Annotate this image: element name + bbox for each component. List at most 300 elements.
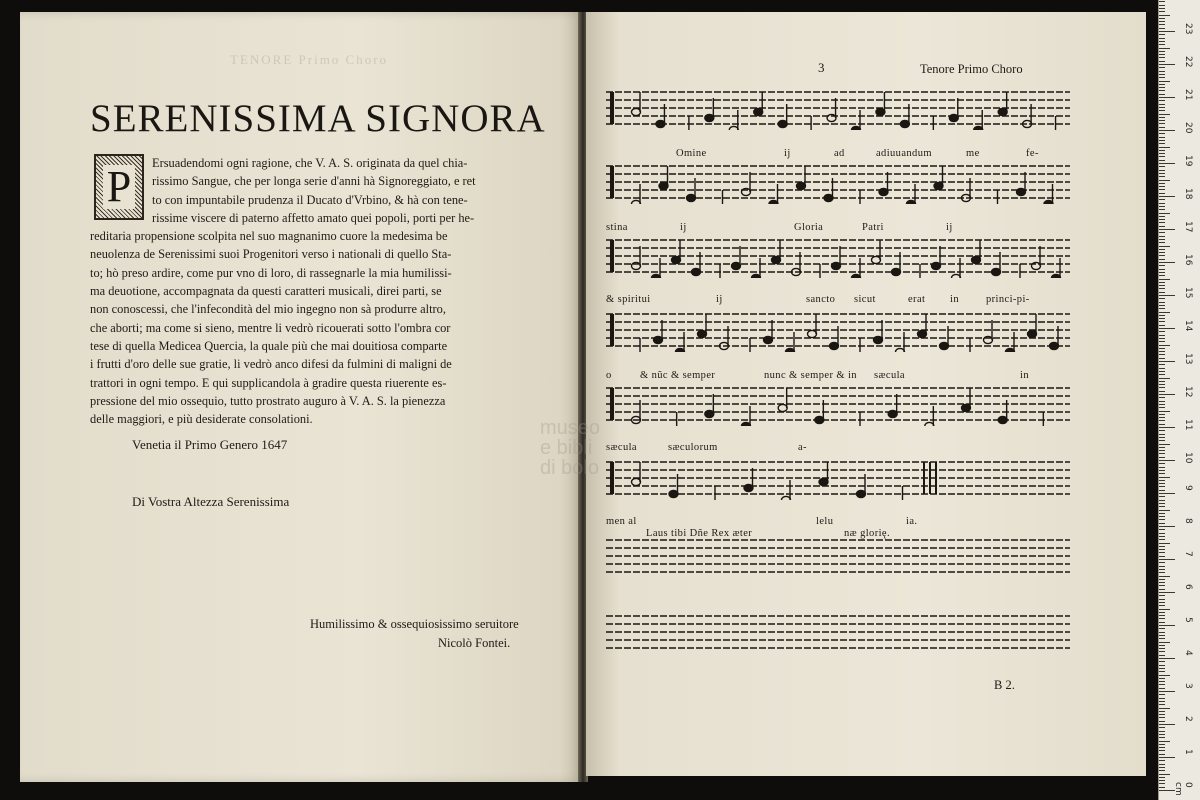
body-line: pressione del mio ossequio, tutto prostrato auguro à V. A. S. la pienezza [90, 393, 446, 408]
ruler-tick [1159, 460, 1175, 461]
note-head [659, 182, 668, 189]
ruler-label: 6 [1183, 584, 1193, 590]
note-head [669, 490, 678, 497]
music-staves [606, 86, 1086, 686]
note-head [698, 330, 707, 337]
ruler-tick [1159, 628, 1165, 629]
ruler-tick [1159, 510, 1170, 511]
watermark-line: e bibli [540, 437, 593, 459]
lyric-syllable: ij [784, 148, 791, 159]
ruler-tick [1159, 285, 1165, 286]
note-head [974, 126, 983, 130]
body-line: to; hò preso ardire, come pur vno di loro, di rassegnarle la mia humilissi- [90, 265, 452, 280]
ruler-tick [1159, 394, 1175, 395]
music-staff [606, 160, 1078, 204]
note-head [1050, 342, 1059, 349]
ruler-tick [1159, 579, 1165, 580]
ruler-tick [1159, 457, 1165, 458]
ruler-tick [1159, 582, 1165, 583]
ruler-tick [1159, 516, 1165, 517]
ruler-tick [1159, 411, 1170, 412]
note-head [857, 490, 866, 497]
ruler-tick [1159, 249, 1165, 250]
music-staff [606, 382, 1078, 426]
ruler-tick [1159, 206, 1165, 207]
ruler-tick [1159, 54, 1165, 55]
ruler-tick [1159, 156, 1165, 157]
ruler-tick [1159, 635, 1165, 636]
note-head [1028, 330, 1037, 337]
ruler-tick [1159, 486, 1165, 487]
lyric-syllable: o [606, 370, 612, 381]
ruler-tick [1159, 110, 1165, 111]
note-head [769, 200, 778, 204]
music-staff [606, 456, 1078, 500]
ruler-tick [1159, 727, 1165, 728]
ruler-tick [1159, 265, 1165, 266]
ruler-tick [1159, 523, 1165, 524]
ruler-tick [1159, 774, 1170, 775]
lyric-syllable: stina [606, 222, 628, 233]
ruler-tick [1159, 252, 1165, 253]
body-line: i frutti d'oro delle sue gratie, li vedrò anco difesi da fulmini di maligni de [90, 357, 452, 372]
ruler-label: 5 [1183, 617, 1193, 623]
ruler-tick [1159, 384, 1165, 385]
ruler-tick [1159, 493, 1175, 494]
ruler-tick [1159, 199, 1165, 200]
ruler-tick [1159, 308, 1165, 309]
ruler-tick [1159, 282, 1165, 283]
body-line: to con impuntabile prudenza il Ducato d'Vrbino, & hà con tene- [152, 192, 468, 207]
ruler-tick [1159, 189, 1165, 190]
ruler-tick [1159, 424, 1165, 425]
ruler-tick [1159, 605, 1165, 606]
ruler-tick [1159, 592, 1175, 593]
note-head [949, 114, 958, 121]
ruler-tick [1159, 533, 1165, 534]
ruler-tick [1159, 750, 1165, 751]
note-head [934, 182, 943, 189]
ruler-tick [1159, 658, 1175, 659]
note-head [962, 404, 971, 411]
ruler-tick [1159, 38, 1165, 39]
right-page [586, 12, 1146, 776]
note-head [872, 256, 881, 263]
ruler-tick [1159, 71, 1165, 72]
body-line: non conoscessi, che l'infecondità del mio ingegno non sà produrre altro, [90, 302, 446, 317]
ruler-tick [1159, 107, 1165, 108]
ruler-tick [1159, 625, 1175, 626]
ruler-tick [1159, 609, 1170, 610]
ruler-tick [1159, 48, 1170, 49]
note-head [676, 348, 685, 352]
lyric-syllable: lelu [816, 516, 834, 527]
note-head [876, 108, 885, 115]
signer-name: Nicolò Fontei. [438, 636, 511, 650]
ruler-label: 8 [1183, 518, 1193, 524]
ruler-tick [1159, 255, 1165, 256]
note-head [998, 416, 1007, 423]
ruler-tick [1159, 704, 1165, 705]
clef-mark [610, 240, 614, 272]
body-line: trattori in ogni tempo. E qui supplicandola à gradire questa riuerente es- [90, 375, 447, 390]
ruler-tick [1159, 325, 1165, 326]
note-head [764, 336, 773, 343]
ruler-tick [1159, 668, 1165, 669]
music-staff [606, 610, 1078, 654]
lyric-syllable: a- [798, 442, 807, 453]
ruler-tick [1159, 57, 1165, 58]
ruler-tick [1159, 295, 1175, 296]
ruler-tick [1159, 490, 1165, 491]
note-head [786, 348, 795, 352]
ruler-tick [1159, 1, 1165, 2]
ruler-tick [1159, 150, 1165, 151]
note-head [782, 496, 791, 500]
ruler-tick [1159, 549, 1165, 550]
note-head [925, 422, 934, 426]
note-head [998, 108, 1007, 115]
ruler-tick [1159, 298, 1165, 299]
ruler-tick [1159, 90, 1165, 91]
ruler-label: 17 [1183, 221, 1193, 233]
ruler-tick [1159, 193, 1165, 194]
ruler-label: 0 cm [1173, 782, 1193, 796]
ruler-tick [1159, 420, 1165, 421]
ruler-tick [1159, 480, 1165, 481]
ruler-tick [1159, 529, 1165, 530]
ruler-tick [1159, 246, 1170, 247]
lyric-syllable: sicut [854, 294, 876, 305]
ruler-tick [1159, 552, 1165, 553]
ruler-label: 14 [1183, 320, 1193, 332]
lyric-syllable: in [950, 294, 959, 305]
ruler-tick [1159, 447, 1165, 448]
ruler-tick [1159, 196, 1175, 197]
body-line: neuolenza de Serenissimi suoi Progenitori verso i nationali di quello Sta- [90, 247, 452, 262]
ruler-tick [1159, 546, 1165, 547]
ruler-tick [1159, 288, 1165, 289]
ruler-tick [1159, 473, 1165, 474]
ruler-tick [1159, 638, 1165, 639]
ruler-tick [1159, 536, 1165, 537]
ruler-tick [1159, 222, 1165, 223]
ruler-tick [1159, 345, 1170, 346]
ruler-tick [1159, 632, 1165, 633]
note-head [632, 200, 641, 204]
ruler-tick [1159, 348, 1165, 349]
ruler-tick [1159, 236, 1165, 237]
lyric-syllable: Laus tibi Dñe Rex æter [646, 528, 753, 539]
ruler-tick [1159, 51, 1165, 52]
note-head [892, 268, 901, 275]
ruler-tick [1159, 477, 1170, 478]
ruler-tick [1159, 665, 1165, 666]
ruler-tick [1159, 259, 1165, 260]
ruler-tick [1159, 239, 1165, 240]
ruler-tick [1159, 41, 1165, 42]
ruler-tick [1159, 543, 1170, 544]
note-head [1006, 348, 1015, 352]
note-head [729, 126, 738, 130]
dedication-body [90, 154, 564, 428]
ruler-tick [1159, 133, 1165, 134]
lyric-syllable: fe- [1026, 148, 1039, 159]
ruler-tick [1159, 387, 1165, 388]
ruler-tick [1159, 183, 1165, 184]
note-head [830, 342, 839, 349]
ruler-tick [1159, 414, 1165, 415]
ruler-tick [1159, 123, 1165, 124]
note-head [874, 336, 883, 343]
ruler-tick [1159, 229, 1175, 230]
lyric-syllable: næ glorię. [844, 528, 890, 539]
ruler-tick [1159, 737, 1165, 738]
page-number: 3 [818, 60, 825, 75]
note-head [1017, 188, 1026, 195]
ruler-tick [1159, 572, 1165, 573]
ruler-tick [1159, 503, 1165, 504]
ruler-tick [1159, 305, 1165, 306]
ruler-tick [1159, 562, 1165, 563]
ruler-tick [1159, 81, 1170, 82]
ruler-tick [1159, 539, 1165, 540]
ruler-label: 3 [1183, 683, 1193, 689]
ruler-tick [1159, 513, 1165, 514]
ruler-tick [1159, 318, 1165, 319]
ruler-tick [1159, 147, 1170, 148]
ruler-tick [1159, 64, 1175, 65]
ruler-tick [1159, 15, 1170, 16]
ruler-tick [1159, 688, 1165, 689]
note-head [1044, 200, 1053, 204]
ruler-tick [1159, 724, 1175, 725]
ruler-tick [1159, 203, 1165, 204]
ruler-tick [1159, 31, 1175, 32]
body-line: rissime viscere di paterno affetto amato quei popoli, porti per he- [152, 210, 475, 225]
ruler-tick [1159, 767, 1165, 768]
ruler-tick [1159, 21, 1165, 22]
ruler-tick [1159, 219, 1165, 220]
ruler-tick [1159, 77, 1165, 78]
ruler-tick [1159, 444, 1170, 445]
measurement-ruler [1158, 0, 1200, 800]
note-head [656, 120, 665, 127]
ruler-tick [1159, 437, 1165, 438]
ruler-tick [1159, 787, 1165, 788]
ruler-tick [1159, 338, 1165, 339]
ruler-tick [1159, 589, 1165, 590]
ruler-tick [1159, 566, 1165, 567]
ruler-tick [1159, 569, 1165, 570]
ruler-tick [1159, 358, 1165, 359]
ruler-label: 11 [1183, 419, 1193, 431]
lyric-syllable: sancto [806, 294, 836, 305]
ruler-tick [1159, 744, 1165, 745]
note-head [672, 256, 681, 263]
watermark-line: di bolo [540, 457, 599, 479]
body-line: delle maggiori, e più desiderate consolationi. [90, 412, 313, 427]
note-head [918, 330, 927, 337]
lyric-syllable: sæcula [606, 442, 637, 453]
ruler-tick [1159, 741, 1170, 742]
ruler-tick [1159, 279, 1170, 280]
lyric-syllable: ij [680, 222, 687, 233]
left-page [20, 12, 582, 782]
ruler-tick [1159, 711, 1165, 712]
note-head [687, 194, 696, 201]
ruler-tick [1159, 232, 1165, 233]
ruler-tick [1159, 216, 1165, 217]
ruler-tick [1159, 94, 1165, 95]
note-head [824, 194, 833, 201]
ruler-tick [1159, 453, 1165, 454]
ruler-tick [1159, 661, 1165, 662]
ruler-label: 7 [1183, 551, 1193, 557]
lyric-syllable: erat [908, 294, 926, 305]
ruler-tick [1159, 645, 1165, 646]
lyric-syllable: Patri [862, 222, 884, 233]
ruler-tick [1159, 708, 1170, 709]
ruler-tick [1159, 506, 1165, 507]
ruler-label: 21 [1183, 89, 1193, 101]
running-head: Tenore Primo Choro [920, 62, 1023, 76]
ruler-tick [1159, 163, 1175, 164]
ruler-tick [1159, 698, 1165, 699]
ruler-label: 4 [1183, 650, 1193, 656]
ruler-tick [1159, 160, 1165, 161]
ruler-tick [1159, 269, 1165, 270]
ruler-tick [1159, 351, 1165, 352]
clef-mark [610, 388, 614, 420]
ruler-tick [1159, 137, 1165, 138]
ruler-tick [1159, 354, 1165, 355]
body-line: che aborti; ma come si sieno, mentre li vedrò ricouerati sotto l'ombra cor [90, 320, 451, 335]
note-head [772, 256, 781, 263]
ruler-tick [1159, 272, 1165, 273]
ruler-tick [1159, 401, 1165, 402]
ruler-tick [1159, 470, 1165, 471]
ruler-tick [1159, 374, 1165, 375]
ruler-label: 18 [1183, 188, 1193, 200]
ruler-tick [1159, 500, 1165, 501]
note-head [972, 256, 981, 263]
ruler-tick [1159, 180, 1170, 181]
ruler-tick [1159, 463, 1165, 464]
ruler-tick [1159, 612, 1165, 613]
ruler-tick [1159, 618, 1165, 619]
ruler-tick [1159, 176, 1165, 177]
ruler-tick [1159, 153, 1165, 154]
ruler-label: 15 [1183, 287, 1193, 299]
ruler-tick [1159, 576, 1170, 577]
ruler-tick [1159, 213, 1170, 214]
ruler-tick [1159, 328, 1175, 329]
note-head [632, 108, 641, 115]
ruler-tick [1159, 335, 1165, 336]
ruler-tick [1159, 341, 1165, 342]
lyric-syllable: ij [946, 222, 953, 233]
dedication-title: SERENISSIMA SIGNORA [90, 97, 546, 140]
ruler-label: 9 [1183, 485, 1193, 491]
ruler-tick [1159, 44, 1165, 45]
ruler-label: 23 [1183, 23, 1193, 35]
ruler-tick [1159, 483, 1165, 484]
signature-mark: B 2. [994, 678, 1015, 692]
ruler-tick [1159, 378, 1170, 379]
note-head [744, 484, 753, 491]
ruler-label: 1 [1183, 749, 1193, 755]
ruler-tick [1159, 467, 1165, 468]
note-head [705, 114, 714, 121]
ruler-tick [1159, 595, 1165, 596]
music-staff [606, 234, 1078, 278]
note-head [852, 126, 861, 130]
ruler-tick [1159, 74, 1165, 75]
lyric-syllable: Omine [676, 148, 707, 159]
ruler-tick [1159, 117, 1165, 118]
note-head [705, 410, 714, 417]
ruler-tick [1159, 381, 1165, 382]
watermark-line: museo [540, 417, 601, 439]
lyric-syllable: & nũc & semper [640, 370, 716, 381]
ruler-tick [1159, 84, 1165, 85]
ruler-tick [1159, 242, 1165, 243]
ruler-label: 16 [1183, 254, 1193, 266]
ruler-tick [1159, 678, 1165, 679]
note-head [742, 422, 751, 426]
note-head [819, 478, 828, 485]
ruler-tick [1159, 391, 1165, 392]
lyric-syllable: men al [606, 516, 637, 527]
bleed-through-header: TENORE Primo Choro [230, 52, 389, 67]
note-head [907, 200, 916, 204]
ruler-tick [1159, 450, 1165, 451]
lyric-syllable: ia. [906, 516, 918, 527]
ruler-tick [1159, 364, 1165, 365]
ruler-tick [1159, 18, 1165, 19]
note-head [940, 342, 949, 349]
salutation: Di Vostra Altezza Serenissima [132, 494, 290, 509]
ruler-tick [1159, 417, 1165, 418]
ruler-tick [1159, 186, 1165, 187]
ruler-tick [1159, 143, 1165, 144]
ruler-tick [1159, 34, 1165, 35]
ruler-tick [1159, 602, 1165, 603]
ruler-tick [1159, 764, 1165, 765]
ruler-tick [1159, 519, 1165, 520]
ruler-tick [1159, 114, 1170, 115]
ruler-label: 22 [1183, 56, 1193, 68]
lyric-syllable: & spiritui [606, 294, 651, 305]
ruler-tick [1159, 622, 1165, 623]
ruler-tick [1159, 717, 1165, 718]
ruler-tick [1159, 170, 1165, 171]
ruler-tick [1159, 8, 1165, 9]
music-staff [606, 86, 1078, 130]
ruler-tick [1159, 24, 1165, 25]
note-head [778, 404, 787, 411]
ruler-tick [1159, 97, 1175, 98]
note-head [652, 274, 661, 278]
music-staff [606, 534, 1078, 578]
body-line: reditaria propensione scolpita nel suo magnanimo cuore la medesima be [90, 229, 448, 244]
ruler-tick [1159, 559, 1175, 560]
note-head [778, 120, 787, 127]
ruler-tick [1159, 312, 1170, 313]
note-head [832, 262, 841, 269]
ruler-tick [1159, 61, 1165, 62]
